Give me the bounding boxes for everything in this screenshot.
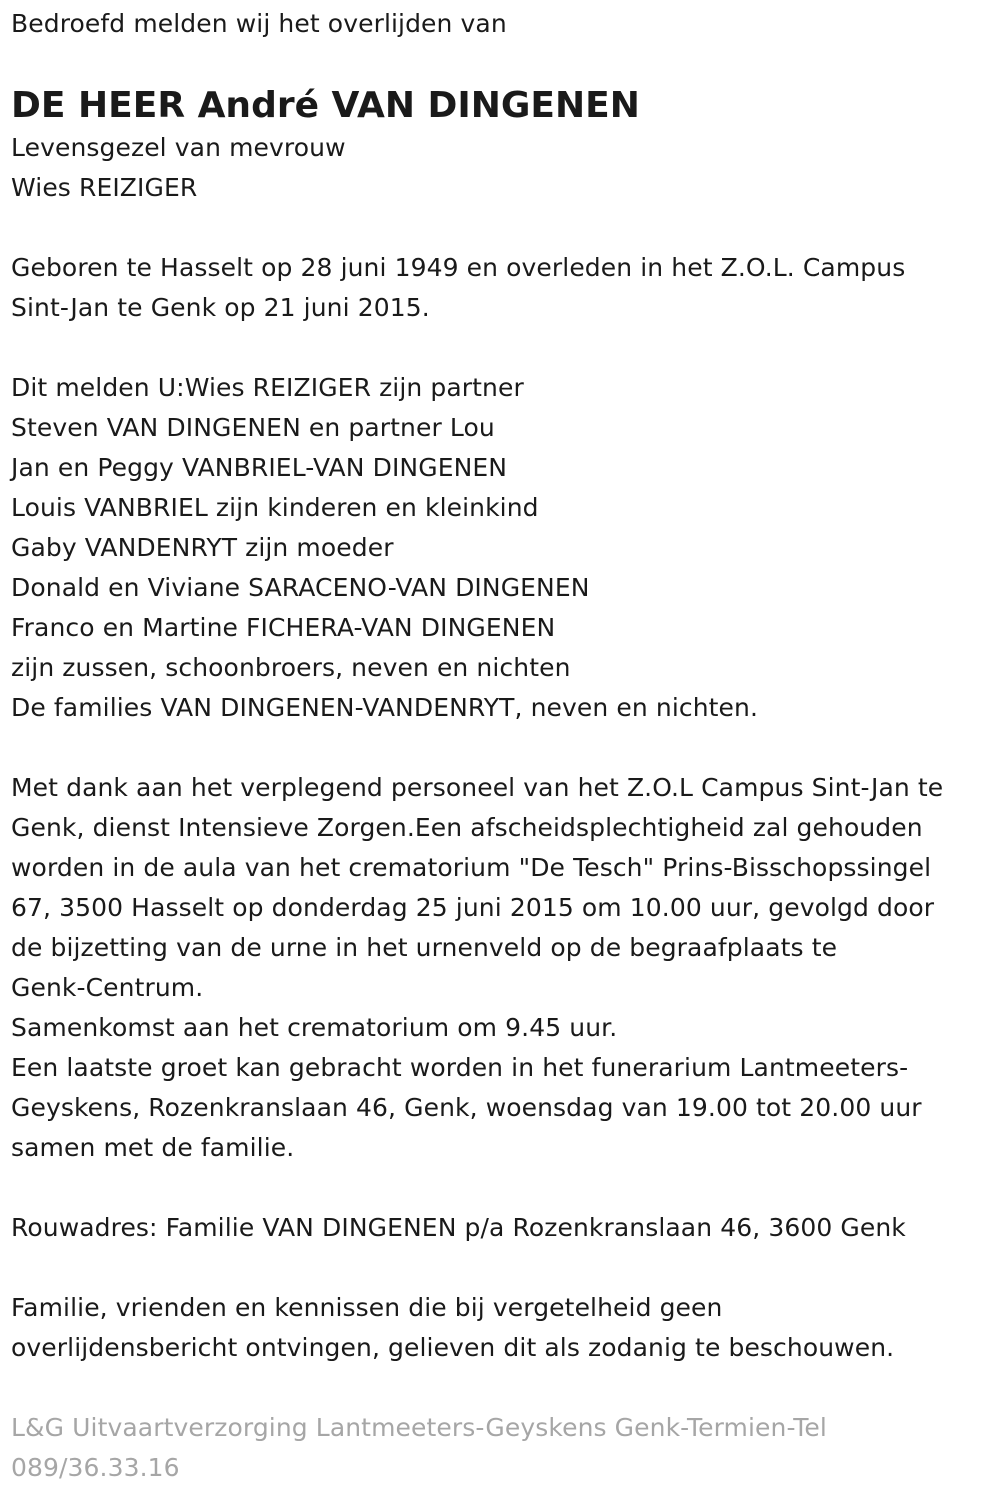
- family-line: Jan en Peggy VANBRIEL-VAN DINGENEN: [11, 453, 508, 482]
- ceremony-line: Genk, dienst Intensieve Zorgen.Een afscheidsplechtigheid zal gehouden: [11, 813, 923, 842]
- partner-line: Wies REIZIGER: [11, 173, 198, 202]
- ceremony-line: worden in de aula van het crematorium "De Tesch" Prins-Bisschopssingel: [11, 853, 932, 882]
- intro-text: Bedroefd melden wij het overlijden van: [11, 9, 507, 38]
- address-section: [11, 1208, 993, 1248]
- family-line: Gaby VANDENRYT zijn moeder: [11, 533, 394, 562]
- footer-line: L&G Uitvaartverzorging Lantmeeters-Geyskens Genk-Termien-Tel: [11, 1413, 827, 1442]
- family-line: Dit melden U:Wies REIZIGER zijn partner: [11, 373, 524, 402]
- closing-line: Familie, vrienden en kennissen die bij vergetelheid geen: [11, 1293, 723, 1322]
- ceremony-line: Met dank aan het verplegend personeel van het Z.O.L Campus Sint-Jan te: [11, 773, 944, 802]
- family-section: [11, 368, 993, 728]
- family-line: zijn zussen, schoonbroers, neven en nichten: [11, 653, 571, 682]
- ceremony-line: Een laatste groet kan gebracht worden in het funerarium Lantmeeters-: [11, 1053, 909, 1082]
- birth-line: Geboren te Hasselt op 28 juni 1949 en overleden in het Z.O.L. Campus: [11, 253, 906, 282]
- family-line: Louis VANBRIEL zijn kinderen en kleinkind: [11, 493, 539, 522]
- undertaker-footer: [11, 1408, 993, 1488]
- deceased-name: DE HEER André VAN DINGENEN: [11, 85, 640, 126]
- partner-section: [11, 128, 993, 208]
- ceremony-line: samen met de familie.: [11, 1133, 295, 1162]
- ceremony-line: Genk-Centrum.: [11, 973, 204, 1002]
- footer-line: 089/36.33.16: [11, 1453, 180, 1482]
- birth-line: Sint-Jan te Genk op 21 juni 2015.: [11, 293, 430, 322]
- closing-line: overlijdensbericht ontvingen, gelieven dit als zodanig te beschouwen.: [11, 1333, 895, 1362]
- ceremony-section: [11, 768, 993, 1168]
- ceremony-line: Samenkomst aan het crematorium om 9.45 uur.: [11, 1013, 618, 1042]
- ceremony-line: Geyskens, Rozenkranslaan 46, Genk, woensdag van 19.00 tot 20.00 uur: [11, 1093, 922, 1122]
- family-line: Steven VAN DINGENEN en partner Lou: [11, 413, 495, 442]
- ceremony-line: de bijzetting van de urne in het urnenveld op de begraafplaats te: [11, 933, 838, 962]
- family-line: Franco en Martine FICHERA-VAN DINGENEN: [11, 613, 556, 642]
- birth-section: [11, 248, 993, 328]
- ceremony-line: 67, 3500 Hasselt op donderdag 25 juni 2015 om 10.00 uur, gevolgd door: [11, 893, 935, 922]
- death-notice: [11, 4, 993, 1488]
- family-line: Donald en Viviane SARACENO-VAN DINGENEN: [11, 573, 590, 602]
- closing-section: [11, 1288, 993, 1368]
- family-line: De families VAN DINGENEN-VANDENRYT, neven en nichten.: [11, 693, 759, 722]
- partner-line: Levensgezel van mevrouw: [11, 133, 346, 162]
- mourning-address: Rouwadres: Familie VAN DINGENEN p/a Rozenkranslaan 46, 3600 Genk: [11, 1213, 906, 1242]
